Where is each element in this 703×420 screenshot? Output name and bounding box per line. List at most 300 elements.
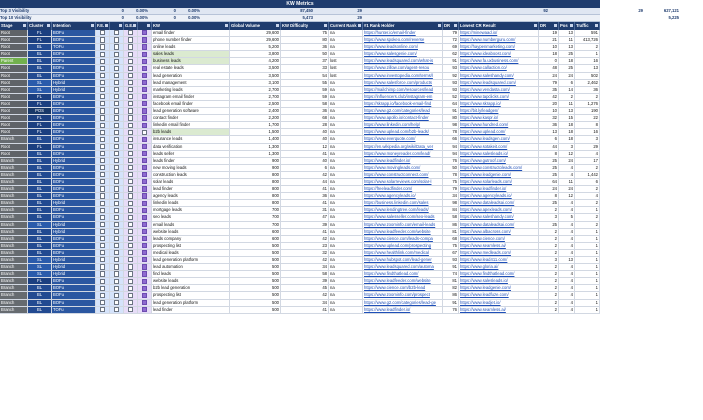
intention-cell: BOFu (52, 243, 96, 250)
checkbox[interactable] (100, 172, 105, 177)
checkbox[interactable] (100, 201, 105, 206)
checkbox[interactable] (100, 293, 105, 298)
checkbox[interactable] (100, 87, 105, 92)
url-cell[interactable]: https://www.tapclicks.com/ (459, 94, 539, 101)
url-cell[interactable]: https://www.lendingtree.com/leads/ (363, 207, 443, 214)
url-cell[interactable]: https://en.wikipedia.org/wiki/Data_ver (363, 144, 443, 151)
url-cell[interactable]: https://hunter.io/email-finder (363, 30, 443, 37)
url-cell[interactable]: https://www.uplead.com/ (459, 129, 539, 136)
url-cell[interactable]: https://www.leadfeeder.com/website (363, 278, 443, 285)
checkbox-cell (124, 80, 138, 87)
checkbox[interactable] (100, 271, 105, 276)
url-cell[interactable]: https://www.gutroof.com/ (459, 158, 539, 165)
checkbox[interactable] (142, 186, 147, 191)
checkbox[interactable] (114, 151, 119, 156)
url-cell[interactable]: https://www.apollo.io/contact-finder (363, 115, 443, 122)
url-cell[interactable]: https://www.leadsonline.com/ (363, 44, 443, 51)
url-cell[interactable]: https://www.medleads.com/ (459, 250, 539, 257)
text-cell: na (329, 172, 363, 179)
url-cell[interactable]: https://www.zillow.com/agent-resou (363, 65, 443, 72)
metric-cell: 13 (539, 129, 559, 136)
checkbox[interactable] (142, 30, 147, 35)
checkbox[interactable] (100, 94, 105, 99)
column-header-5[interactable]: G.E. (124, 22, 138, 30)
checkbox[interactable] (100, 108, 105, 113)
checkbox[interactable] (142, 279, 147, 284)
column-header-12[interactable]: DR (443, 22, 459, 30)
intention-cell: BOFu (52, 300, 96, 307)
filter-icon[interactable] (147, 24, 150, 27)
checkbox[interactable] (100, 66, 105, 71)
checkbox[interactable] (100, 52, 105, 57)
checkbox[interactable] (128, 115, 133, 120)
filter-icon[interactable] (595, 24, 598, 27)
checkbox[interactable] (114, 250, 119, 255)
checkbox[interactable] (114, 186, 119, 191)
url-cell[interactable]: https://www.salesleads.io/ (459, 278, 539, 285)
checkbox[interactable] (142, 108, 147, 113)
checkbox[interactable] (114, 123, 119, 128)
checkbox[interactable] (142, 208, 147, 213)
checkbox[interactable] (114, 257, 119, 262)
checkbox[interactable] (100, 80, 105, 85)
checkbox[interactable] (142, 229, 147, 234)
column-header-0[interactable]: Stage (0, 22, 28, 30)
checkbox-cell (96, 214, 110, 221)
checkbox[interactable] (114, 264, 119, 269)
checkbox[interactable] (100, 73, 105, 78)
checkbox[interactable] (128, 215, 133, 220)
url-cell[interactable]: https://www.cience.com/ (459, 236, 539, 243)
checkbox[interactable] (142, 37, 147, 42)
checkbox[interactable] (114, 37, 119, 42)
checkbox[interactable] (128, 257, 133, 262)
checkbox[interactable] (128, 130, 133, 135)
checkbox[interactable] (142, 66, 147, 71)
checkbox[interactable] (114, 130, 119, 135)
url-cell[interactable]: https://freeleadfinder.com/ (363, 186, 443, 193)
checkbox[interactable] (142, 215, 147, 220)
filter-icon[interactable] (454, 24, 457, 27)
url-cell[interactable]: https://www.leadfuze.com/ (459, 292, 539, 299)
checkbox[interactable] (142, 307, 147, 312)
url-cell[interactable]: https://www.cience.com/b2b-lead (363, 285, 443, 292)
url-cell[interactable]: https://www.leadjet.io/ (459, 300, 539, 307)
checkbox[interactable] (128, 87, 133, 92)
url-cell[interactable]: https://mailchimp.com/resources/lead (363, 87, 443, 94)
checkbox[interactable] (114, 80, 119, 85)
filter-icon[interactable] (119, 24, 122, 27)
checkbox[interactable] (128, 208, 133, 213)
metric-cell: 52 (443, 94, 459, 101)
checkbox[interactable] (114, 179, 119, 184)
url-cell[interactable]: https://www.cience.com/leads-compa (363, 236, 443, 243)
checkbox[interactable] (128, 44, 133, 49)
metric-cell: 2 (539, 307, 559, 314)
checkbox[interactable] (114, 236, 119, 241)
url-cell[interactable]: https://www.leadfeeder.com/website (363, 229, 443, 236)
filter-icon[interactable] (105, 24, 108, 27)
metric-cell: 80 (281, 37, 329, 44)
checkbox[interactable] (100, 264, 105, 269)
checkbox[interactable] (100, 250, 105, 255)
checkbox[interactable] (114, 215, 119, 220)
url-cell[interactable]: https://haypenmarketing.com/ (459, 44, 539, 51)
checkbox[interactable] (100, 144, 105, 149)
url-cell[interactable]: https://www.solarleads.com/ (459, 179, 539, 186)
url-cell[interactable]: https://www.seamless.ai/ (459, 307, 539, 314)
checkbox[interactable] (128, 151, 133, 156)
checkbox[interactable] (114, 44, 119, 49)
url-cell[interactable]: https://www.movingleads.com/ (363, 165, 443, 172)
checkbox[interactable] (128, 108, 133, 113)
checkbox[interactable] (114, 165, 119, 170)
checkbox[interactable] (142, 243, 147, 248)
checkbox[interactable] (100, 286, 105, 291)
metric-cell: 1 (575, 292, 600, 299)
checkbox[interactable] (100, 279, 105, 284)
url-cell[interactable]: https://www.callaction.co/ (459, 65, 539, 72)
checkbox[interactable] (100, 59, 105, 64)
checkbox[interactable] (142, 172, 147, 177)
checkbox[interactable] (114, 108, 119, 113)
checkbox[interactable] (142, 94, 147, 99)
checkbox[interactable] (100, 179, 105, 184)
column-header-8[interactable]: Global Volume (230, 22, 281, 30)
checkbox[interactable] (100, 44, 105, 49)
metric-cell: 91 (443, 300, 459, 307)
checkbox[interactable] (114, 172, 119, 177)
metric-cell: 24 (559, 186, 575, 193)
checkbox[interactable] (100, 222, 105, 227)
filter-icon[interactable] (91, 24, 94, 27)
url-cell[interactable]: https://www.skrapp.io/ (459, 101, 539, 108)
checkbox[interactable] (142, 271, 147, 276)
url-cell[interactable]: https://www.leadsquared.com/what-is (363, 58, 443, 65)
checkbox[interactable] (142, 80, 147, 85)
url-cell[interactable]: https://www.ideaboost.com/ (459, 51, 539, 58)
checkbox[interactable] (142, 193, 147, 198)
filter-icon[interactable] (47, 24, 50, 27)
checkbox[interactable] (128, 80, 133, 85)
url-cell[interactable]: https://www.everquote.com/ (363, 136, 443, 143)
metric-cell: 2 (539, 207, 559, 214)
checkbox[interactable] (114, 73, 119, 78)
url-cell[interactable]: https://www.g2.com/categories/lead-ge (363, 300, 443, 307)
checkbox[interactable] (114, 115, 119, 120)
url-cell[interactable]: https://www.salesseller.com/seo-leads (363, 214, 443, 221)
checkbox[interactable] (142, 222, 147, 227)
intention-cell: BOFu (52, 165, 96, 172)
column-header-6[interactable] (138, 22, 152, 30)
summary-label: Top 10 Visibility (0, 15, 32, 20)
checkbox[interactable] (142, 236, 147, 241)
checkbox[interactable] (128, 137, 133, 142)
column-header-13[interactable]: Lowest CR Result (459, 22, 539, 30)
checkbox[interactable] (100, 257, 105, 262)
url-cell[interactable]: https://www.gloria.ai/ (459, 264, 539, 271)
url-cell[interactable]: https://www.spokeo.com/reverse (363, 37, 443, 44)
metric-cell: 34 (281, 300, 329, 307)
checkbox[interactable] (100, 165, 105, 170)
checkbox-cell (110, 271, 124, 278)
url-cell[interactable]: https://www.agencyleads.io/ (363, 193, 443, 200)
checkbox[interactable] (114, 243, 119, 248)
checkbox[interactable] (100, 215, 105, 220)
checkbox[interactable] (142, 87, 147, 92)
checkbox[interactable] (142, 158, 147, 163)
url-cell[interactable]: https://www.kaspr.io/ (459, 115, 539, 122)
url-cell[interactable]: https://www.moneyreader.com/lead/ (363, 151, 443, 158)
filter-icon[interactable] (133, 24, 136, 27)
checkbox[interactable] (114, 293, 119, 298)
url-cell[interactable]: https://www.sotakeit.com/ (459, 144, 539, 151)
filter-icon[interactable] (554, 24, 557, 27)
checkbox[interactable] (128, 293, 133, 298)
checkbox[interactable] (142, 137, 147, 142)
checkbox[interactable] (100, 236, 105, 241)
checkbox[interactable] (100, 123, 105, 128)
checkbox[interactable] (142, 293, 147, 298)
checkbox-cell (110, 243, 124, 250)
checkbox[interactable] (142, 44, 147, 49)
filter-icon[interactable] (534, 24, 537, 27)
url-cell[interactable]: https://www.uplead.com/prospecting (363, 243, 443, 250)
checkbox[interactable] (114, 307, 119, 312)
url-cell[interactable]: https://www.leadsgen.com/ (459, 136, 539, 143)
column-header-4[interactable] (110, 22, 124, 30)
checkbox[interactable] (114, 94, 119, 99)
checkbox[interactable] (142, 130, 147, 135)
checkbox[interactable] (100, 307, 105, 312)
url-cell[interactable]: https://influencers.club/instagram-em (363, 94, 443, 101)
url-cell[interactable]: https://www.seamless.ai/ (459, 243, 539, 250)
url-cell[interactable]: https://www.dataleadsai.com/ (459, 222, 539, 229)
checkbox[interactable] (128, 286, 133, 291)
checkbox[interactable] (128, 201, 133, 206)
url-cell[interactable]: https://www.leadfinder.io/ (363, 158, 443, 165)
checkbox[interactable] (100, 101, 105, 106)
checkbox[interactable] (128, 144, 133, 149)
column-header-11[interactable]: #1 Rank Holder (363, 22, 443, 30)
checkbox[interactable] (114, 201, 119, 206)
checkbox[interactable] (100, 243, 105, 248)
checkbox[interactable] (128, 158, 133, 163)
url-cell[interactable]: https://www.salesleads.io/ (459, 151, 539, 158)
checkbox[interactable] (128, 30, 133, 35)
checkbox[interactable] (100, 130, 105, 135)
filter-icon[interactable] (276, 24, 279, 27)
url-cell[interactable]: https://www.agencyleads.io/ (459, 193, 539, 200)
checkbox[interactable] (114, 101, 119, 106)
checkbox[interactable] (114, 286, 119, 291)
url-cell[interactable]: https://skrapp.io/facebook-email-find (363, 101, 443, 108)
checkbox-cell (124, 30, 138, 37)
url-cell[interactable]: https://www.saleshandy.com/ (459, 73, 539, 80)
text-cell: na (329, 278, 363, 285)
checkbox[interactable] (128, 250, 133, 255)
metric-cell: 93 (443, 65, 459, 72)
checkbox[interactable] (128, 229, 133, 234)
checkbox[interactable] (142, 101, 147, 106)
checkbox[interactable] (100, 208, 105, 213)
url-cell[interactable]: https://www.dataleadsai.com/ (459, 200, 539, 207)
url-cell[interactable]: https://www.healthlink.com/medical (363, 250, 443, 257)
filter-icon[interactable] (358, 24, 361, 27)
checkbox[interactable] (128, 243, 133, 248)
url-cell[interactable]: https://www.solarreviews.com/solar-l (363, 179, 443, 186)
filter-icon[interactable] (23, 24, 26, 27)
checkbox[interactable] (128, 52, 133, 57)
filter-icon[interactable] (438, 24, 441, 27)
url-cell[interactable]: https://www.uplead.com/b2b-leads/ (363, 129, 443, 136)
column-header-9[interactable]: KW Difficulty (281, 22, 329, 30)
metric-cell: 78 (443, 129, 459, 136)
url-cell[interactable]: https://business.linkedin.com/sales (363, 200, 443, 207)
checkbox[interactable] (114, 158, 119, 163)
url-cell[interactable]: https://www.investopedia.com/terms/l (363, 73, 443, 80)
checkbox[interactable] (142, 73, 147, 78)
checkbox[interactable] (100, 186, 105, 191)
url-cell[interactable]: https://www.leadgenie.com/ (459, 172, 539, 179)
checkbox[interactable] (100, 30, 105, 35)
intention-cell: BOFu (52, 51, 96, 58)
checkbox[interactable] (114, 229, 119, 234)
checkbox[interactable] (100, 158, 105, 163)
url-cell[interactable]: https://www.findthatlead.com/ (363, 271, 443, 278)
checkbox[interactable] (100, 193, 105, 198)
checkbox[interactable] (142, 52, 147, 57)
checkbox[interactable] (128, 222, 133, 227)
checkbox[interactable] (128, 123, 133, 128)
url-cell[interactable]: https://www.salesforce.com/products (363, 80, 443, 87)
checkbox[interactable] (142, 250, 147, 255)
checkbox[interactable] (114, 30, 119, 35)
checkbox[interactable] (128, 73, 133, 78)
url-cell[interactable]: https://www.hubspot.com/lead-gener (363, 257, 443, 264)
checkbox[interactable] (128, 172, 133, 177)
checkbox[interactable] (128, 179, 133, 184)
url-cell[interactable]: https://www.fa.uxbusiness.com/ (459, 58, 539, 65)
checkbox-cell (138, 229, 152, 236)
column-header-14[interactable]: DR (539, 22, 559, 30)
filter-icon[interactable] (225, 24, 228, 27)
url-cell[interactable]: https://www.vendasta.com/ (459, 87, 539, 94)
url-cell[interactable]: https://www.g2.com/categories/lead (363, 108, 443, 115)
metric-cell: 600 (230, 229, 281, 236)
url-cell[interactable]: https://www.leadgenie.com/ (459, 285, 539, 292)
column-header-1[interactable]: Cluster (28, 22, 52, 30)
checkbox[interactable] (100, 137, 105, 142)
url-cell[interactable]: https://www.findthatlead.com/ (459, 271, 539, 278)
checkbox[interactable] (128, 307, 133, 312)
metric-cell: 2 (575, 44, 600, 51)
url-cell[interactable]: https://www.lead411.com/ (459, 257, 539, 264)
url-cell[interactable]: https://www.leadfinder.io/ (459, 186, 539, 193)
checkbox[interactable] (142, 123, 147, 128)
checkbox[interactable] (128, 300, 133, 305)
checkbox[interactable] (128, 271, 133, 276)
url-cell[interactable]: https://www.linkedin.com/help/ (363, 122, 443, 129)
url-cell[interactable]: https://www.saleshandy.com/ (459, 214, 539, 221)
checkbox[interactable] (128, 279, 133, 284)
url-cell[interactable]: https://www.zoominfo.com/email-leads (363, 222, 443, 229)
checkbox[interactable] (128, 186, 133, 191)
checkbox[interactable] (128, 264, 133, 269)
checkbox[interactable] (142, 179, 147, 184)
checkbox[interactable] (114, 144, 119, 149)
url-cell[interactable]: https://www.constructconnect.com/ (363, 172, 443, 179)
checkbox[interactable] (114, 279, 119, 284)
checkbox[interactable] (142, 201, 147, 206)
url-cell[interactable]: https://www.apexleads.com/ (459, 207, 539, 214)
checkbox[interactable] (114, 300, 119, 305)
checkbox[interactable] (114, 222, 119, 227)
column-header-3[interactable]: F.E. (96, 22, 110, 30)
column-header-15[interactable]: Pos (559, 22, 575, 30)
checkbox[interactable] (128, 165, 133, 170)
checkbox[interactable] (142, 300, 147, 305)
checkbox[interactable] (100, 115, 105, 120)
checkbox[interactable] (100, 300, 105, 305)
url-cell[interactable]: https://www.leadfinder.io/ (363, 307, 443, 314)
checkbox[interactable] (128, 236, 133, 241)
filter-icon[interactable] (570, 24, 573, 27)
checkbox[interactable] (128, 101, 133, 106)
url-cell[interactable]: https://www.albacross.com/ (459, 229, 539, 236)
checkbox[interactable] (142, 257, 147, 262)
checkbox[interactable] (114, 66, 119, 71)
url-cell[interactable]: https://bit.ly/leadgen/ (459, 108, 539, 115)
checkbox[interactable] (142, 59, 147, 64)
url-cell[interactable]: https://www.hundred.com/ (459, 122, 539, 129)
checkbox[interactable] (114, 59, 119, 64)
column-header-7[interactable]: KW (152, 22, 230, 30)
url-cell[interactable]: https://www.leadsquared.com/ (459, 80, 539, 87)
column-header-2[interactable]: Intention (52, 22, 96, 30)
checkbox[interactable] (114, 271, 119, 276)
checkbox[interactable] (128, 193, 133, 198)
column-header-10[interactable]: Current Rank (329, 22, 363, 30)
checkbox[interactable] (100, 151, 105, 156)
checkbox[interactable] (128, 59, 133, 64)
checkbox[interactable] (114, 137, 119, 142)
checkbox[interactable] (142, 286, 147, 291)
url-cell[interactable]: https://www.salesgenie.com/ (363, 51, 443, 58)
checkbox[interactable] (128, 37, 133, 42)
checkbox[interactable] (142, 165, 147, 170)
checkbox[interactable] (142, 144, 147, 149)
checkbox[interactable] (142, 151, 147, 156)
url-cell[interactable]: https://www.constructoleads.com/ (459, 165, 539, 172)
checkbox[interactable] (100, 37, 105, 42)
checkbox[interactable] (114, 208, 119, 213)
checkbox[interactable] (128, 66, 133, 71)
url-cell[interactable]: https://www.zoominfo.com/prospect (363, 292, 443, 299)
checkbox[interactable] (142, 115, 147, 120)
checkbox[interactable] (142, 264, 147, 269)
checkbox[interactable] (114, 193, 119, 198)
column-header-16[interactable]: Traffic (575, 22, 600, 30)
url-cell[interactable]: https://www.numberguru.com/ (459, 37, 539, 44)
checkbox[interactable] (114, 87, 119, 92)
checkbox[interactable] (128, 94, 133, 99)
checkbox[interactable] (114, 52, 119, 57)
checkbox[interactable] (100, 229, 105, 234)
url-cell[interactable]: https://minewaad.io/ (459, 30, 539, 37)
filter-icon[interactable] (324, 24, 327, 27)
url-cell[interactable]: https://www.leadsquared.com/automa (363, 264, 443, 271)
